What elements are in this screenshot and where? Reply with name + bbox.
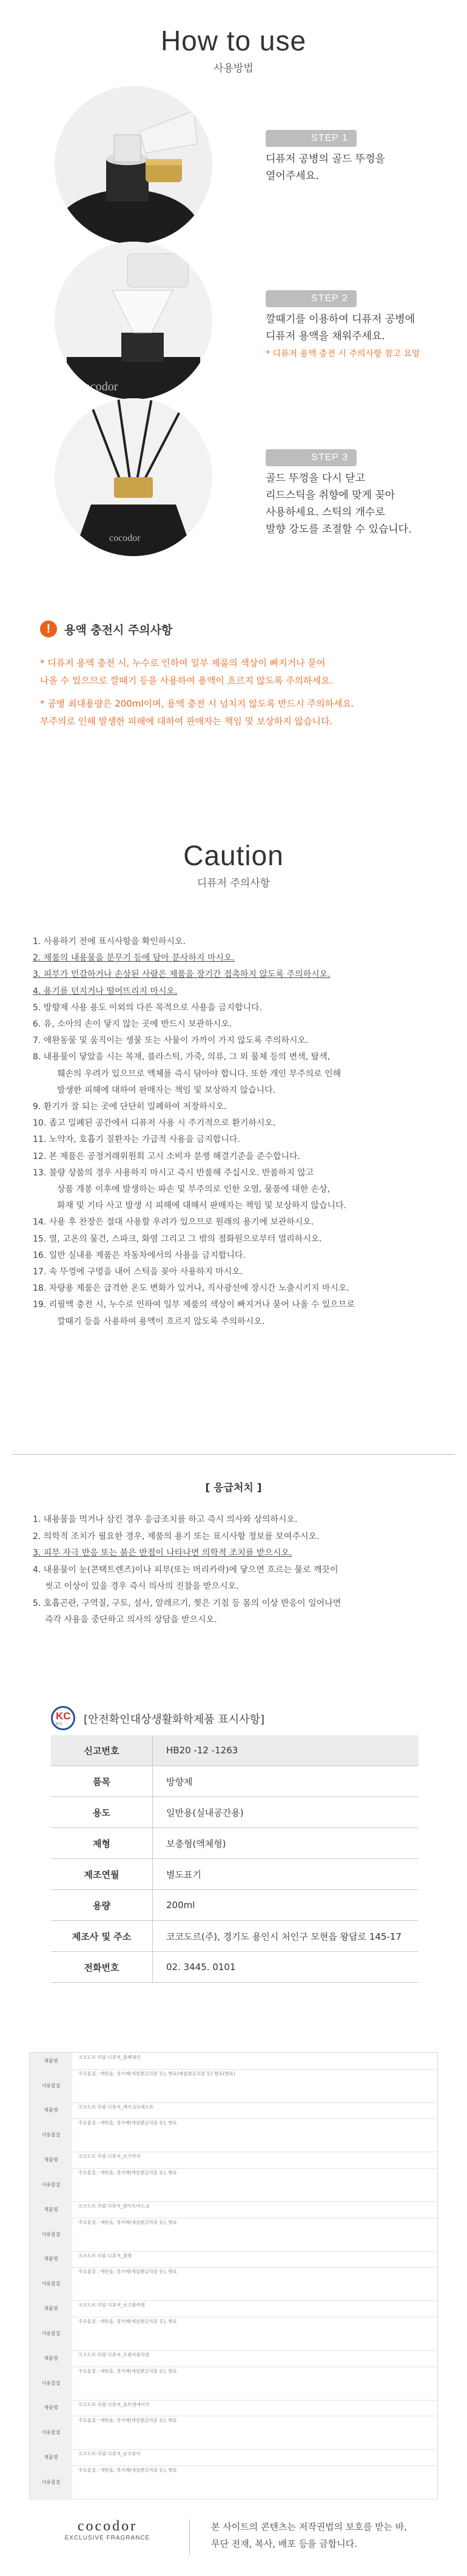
caution-item-cont: 화재 및 기타 사고 발생 시 피해에 대해서 판매자는 책임 및 보상하지 않습니다.: [57, 1201, 347, 1211]
caution-item: 19. 리필액 충전 시, 누수로 인하여 일부 제품의 색상이 빠지거나 묻어 나올 수 있으므로: [33, 1300, 355, 1310]
caution-item-cont: 상품 개봉 이후에 발생하는 파손 및 부주의로 인한 오염, 물품에 대한 손상,: [57, 1184, 331, 1195]
caution-item: 7. 애완동물 및 움직이는 생물 또는 사물이 가까이 가지 않도록 주의하시오.: [33, 1036, 309, 1046]
label-value: 코코도르 리필 디퓨저_로즈마리: [78, 2153, 141, 2160]
label-key: 제품명: [30, 2053, 72, 2069]
first-aid-item: 5. 호흡곤란, 구역질, 구토, 설사, 알레르기, 찢은 기침 등 몸의 이상 반응이 일어나면: [33, 1598, 341, 1608]
label-row: [30, 2102, 437, 2119]
label-row: [30, 2350, 437, 2367]
caution-item-cont: 깔때기 등을 사용하여 용액이 흐르지 않도록 주의하시오.: [57, 1316, 265, 1327]
caution-item: 14. 사용 후 찬장은 절대 사용할 우려가 있으므로 원래의 용기에 보관하시오.: [33, 1217, 314, 1228]
caution-item: 12. 본 제품은 공정거래위원회 고시 소비자 분쟁 해결기준을 준수합니다.: [33, 1151, 300, 1161]
spec-key: 제조연월: [51, 1859, 153, 1890]
caution-item: 11. 노약자, 호흡기 질환자는 가급적 사용을 금지합니다.: [33, 1135, 240, 1145]
label-row: [30, 2218, 437, 2252]
spec-value: 방향제: [153, 1766, 419, 1797]
refill-warning-para2: * 공병 최대용량은 200ml이며, 용액 충전 시 넘치지 않도록 반드시 주의하세요. 부주의로 인해 발생한 피해에 대하여 판매자는 책임 및 보상하지 않습니다.: [40, 698, 354, 727]
caution-subtitle: 디퓨저 주의사항: [197, 877, 270, 889]
caution-title: Caution: [183, 840, 284, 871]
product-label-sheet: [29, 2052, 438, 2500]
label-row: [30, 2069, 437, 2103]
footer-divider: [189, 2520, 190, 2555]
label-row: [30, 2118, 437, 2152]
label-key: 사용물질: [30, 2367, 72, 2400]
label-row: [30, 2449, 437, 2466]
caution-item: 6. 유, 소아의 손이 닿지 않는 곳에 반드시 보관하시오.: [33, 1019, 232, 1030]
refill-warning-title: 용액 충전시 주의사항: [64, 623, 173, 637]
spec-row: [51, 1735, 418, 1766]
label-key: 사용물질: [30, 2317, 72, 2350]
step2-text: 깔때기를 이용하여 디퓨저 공병에 디퓨저 용액을 채워주세요.: [266, 313, 415, 342]
step3-label: STEP 3: [266, 449, 357, 466]
kc-title: [안전확인대상생활화학제품 표시사항]: [84, 1713, 264, 1726]
svg-text:cocodor: cocodor: [79, 380, 118, 393]
caution-item: 2. 제품의 내용물을 분무기 등에 담아 분사하지 마시오.: [33, 953, 235, 963]
spec-row: [51, 1797, 418, 1828]
spec-key: 품목: [51, 1766, 153, 1797]
label-key: 제품명: [30, 2350, 72, 2367]
first-aid-title: [ 응급처치 ]: [205, 1482, 262, 1494]
caution-item: 4. 용기를 던지거나 떨어뜨리지 마시오.: [33, 986, 178, 996]
label-key: 사용물질: [30, 2466, 72, 2499]
label-key: 사용물질: [30, 2168, 72, 2201]
refill-warning-para1: * 디퓨저 용액 충전 시, 누수로 인하여 일부 제품의 색상이 빠지거나 묻어 나올 수 있으므로 깔때기 등을 사용하여 용액이 흐르지 않도록 주의하세요.: [40, 658, 333, 686]
label-key: 제품명: [30, 2201, 72, 2218]
spec-value: 200ml: [153, 1890, 419, 1921]
caution-item: 9. 환기가 잘 되는 곳에 단단히 밀폐하여 저장하시오.: [33, 1102, 227, 1112]
first-aid-item: 3. 피부 자극 반응 또는 붉은 반점이 나타나면 의학적 조치를 받으시오.: [33, 1548, 292, 1558]
caution-item-cont: 훼손의 우려가 있으므로 액체를 즉시 닦아야 합니다. 또한 개인 부주의로 인해: [57, 1069, 341, 1079]
label-row: [30, 2152, 437, 2169]
spec-value: 별도표기: [153, 1859, 419, 1890]
label-value: 코코도르 리필 디퓨저_화이트머스크: [78, 2203, 150, 2209]
label-value: 주요물질 : 에탄올, 정가제(에칠렌글리콜 등), 향료: [78, 2368, 177, 2374]
label-key: 사용물질: [30, 2218, 72, 2251]
caution-item-cont: 발생한 피해에 대하여 판매자는 책임 및 보상하지 않습니다.: [57, 1085, 276, 1095]
label-key: 제품명: [30, 2251, 72, 2268]
divider: [12, 1454, 455, 1455]
caution-item: 18. 차량용 제품은 급격한 온도 변화가 있거나, 직사광선에 장시간 노출시키지 마시오.: [33, 1283, 349, 1294]
label-row: [30, 2400, 437, 2417]
step2-label: STEP 2: [266, 290, 357, 307]
label-key: 제품명: [30, 2400, 72, 2416]
svg-text:cocodor: cocodor: [109, 533, 141, 543]
label-value: 코코도르 리필 디퓨저_블랑: [78, 2252, 132, 2258]
label-value: 주요물질 : 에탄올, 정가제(에칠렌글리콜 등), 향료: [78, 2219, 177, 2225]
label-row: [30, 2267, 437, 2301]
spec-value: 코코도르(주), 경기도 용인시 처인구 모현읍 왕답로 145-17: [153, 1921, 419, 1952]
copyright-notice: 본 사이트의 콘텐츠는 저작권법의 보호를 받는 바, 무단 전재, 복사, 배포 등을 금합니다.: [211, 2521, 408, 2549]
label-row: [30, 2416, 437, 2450]
label-value: 코코도르 리필 디퓨저_블랙체리: [78, 2054, 141, 2060]
spec-row: [51, 1952, 418, 1983]
label-key: 사용물질: [30, 2267, 72, 2300]
how-to-title: How to use: [160, 25, 307, 56]
first-aid-item: 2. 의학적 조치가 필요한 경우, 제품의 용기 또는 표시사항 정보를 보여주시오.: [33, 1531, 320, 1541]
spec-key: 용량: [51, 1890, 153, 1921]
label-row: [30, 2300, 437, 2317]
step2-note: * 디퓨저 용액 충전 시 주의사항 참고 요망: [266, 349, 420, 359]
refill-warning-header: [40, 620, 172, 637]
label-key: 사용물질: [30, 2416, 72, 2449]
spec-key: 용도: [51, 1797, 153, 1828]
step3-photo: [55, 398, 212, 556]
spec-value: 일반용(실내공간용): [153, 1797, 419, 1828]
label-value: 주요물질 : 에탄올, 정가제(에칠렌글리콜 등), 향료(에칠렌글리콜 등) 향료(향료): [78, 2070, 235, 2076]
caution-item: 15. 열, 고온의 물건, 스파크, 화염 그리고 그 밖의 점화원으로부터 멀리하시오.: [33, 1234, 322, 1244]
step1-label: STEP 1: [266, 130, 357, 147]
label-key: 사용물질: [30, 2118, 72, 2152]
warning-icon: !: [40, 620, 57, 637]
label-value: 주요물질 : 에탄올, 정가제(에칠렌글리콜 등), 향료: [78, 2169, 177, 2175]
caution-item: 13. 불량 상품의 경우 사용하지 마시고 즉시 반품해 주십시오. 반품하지 않고: [33, 1167, 314, 1178]
label-row: [30, 2201, 437, 2218]
label-key: 제품명: [30, 2300, 72, 2317]
caution-item: 1. 사용하기 전에 표시사항을 확인하시오.: [33, 937, 186, 946]
first-aid-item-cont: 씻고 이상이 있을 경우 즉시 의사의 진찰을 받으시오.: [45, 1582, 239, 1591]
label-value: 코코도르 리필 디퓨저_오렌지블라썸: [78, 2352, 150, 2357]
label-row: [30, 2466, 437, 2500]
spec-row: [51, 1890, 418, 1921]
first-aid-list: [33, 1512, 457, 1629]
step1-photo: [55, 86, 212, 244]
label-key: 제품명: [30, 2449, 72, 2466]
first-aid-item: 1. 내용물을 먹거나 삼킨 경우 응급조치를 하고 즉시 의사와 상의하시오.: [33, 1515, 298, 1524]
label-row: [30, 2317, 437, 2351]
label-row: [30, 2251, 437, 2268]
brand-logo: cocodor EXCLUSIVE FRAGRANCE: [64, 2518, 150, 2541]
spec-key: 제조사 및 주소: [51, 1921, 153, 1952]
spec-key: 전화번호: [51, 1952, 153, 1983]
caution-item: 17. 속 뚜껑에 구멍을 내어 스틱을 꽂아 사용하지 마시오.: [33, 1267, 243, 1277]
label-row: [30, 2168, 437, 2202]
label-key: 제품명: [30, 2102, 72, 2119]
spec-row: [51, 1859, 418, 1890]
how-to-subtitle: 사용방법: [213, 63, 254, 75]
label-value: 주요물질 : 에탄올, 정가제(에칠렌글리콜 등), 향료: [78, 2467, 177, 2473]
step1-text: 디퓨저 공병의 골드 뚜껑을 열어주세요.: [266, 153, 385, 182]
caution-list: [33, 934, 457, 1330]
spec-key: 신고번호: [51, 1735, 153, 1766]
caution-item: 3. 피부가 민감하거나 손상된 사람은 제품을 장기간 접촉하지 않도록 주의하시오.: [33, 970, 331, 980]
step2-photo: [55, 242, 212, 399]
spec-value: 보충형(액체형): [153, 1828, 419, 1859]
spec-row: [51, 1921, 418, 1952]
spec-value: HB20 -12 -1263: [153, 1735, 419, 1766]
label-value: 코코도르 리필 디퓨저_로즈블라썸: [78, 2302, 145, 2308]
kc-spec-table: [51, 1735, 418, 1983]
caution-item: 10. 좁고 밀폐된 공간에서 디퓨저 사용 시 주기적으로 환기하시오.: [33, 1118, 276, 1129]
label-value: 코코도르 리필 디퓨저_레이크포레스트: [78, 2104, 154, 2110]
caution-item: 5. 방향제 사용 용도 이외의 다른 목적으로 사용을 금지합니다.: [33, 1002, 262, 1013]
label-row: [30, 2367, 437, 2401]
label-key: 사용물질: [30, 2069, 72, 2102]
first-aid-item-cont: 즉각 사용을 중단하고 의사의 상담을 받으시오.: [45, 1615, 217, 1625]
spec-row: [51, 1828, 418, 1859]
label-value: 주요물질 : 에탄올, 정가제(에칠렌글리콜 등), 향료: [78, 2318, 177, 2324]
label-value: 주요물질 : 에탄올, 정가제(에칠렌글리콜 등), 향료: [78, 2269, 177, 2275]
spec-row: [51, 1766, 418, 1797]
label-value: 주요물질 : 에탄올, 정가제(에칠렌글리콜 등), 향료: [78, 2418, 177, 2424]
kc-mark-icon: KC 확인: [51, 1706, 75, 1730]
spec-key: 제형: [51, 1828, 153, 1859]
caution-item: 16. 일반 실내용 제품은 자동차에서의 사용을 금지합니다.: [33, 1250, 246, 1260]
label-row: [30, 2053, 437, 2070]
label-value: 주요물질 : 에탄올, 정가제(에칠렌글리콜 등), 향료: [78, 2120, 177, 2126]
spec-value: 02. 3445. 0101: [153, 1952, 419, 1983]
step3-text: 골드 뚜껑을 다시 닫고 리드스틱을 취향에 맞게 꽂아 사용하세요. 스틱의 개수로 발향 강도를 조절할 수 있습니다.: [266, 472, 412, 535]
label-value: 코코도르 리필 디퓨저_순수퓨어: [78, 2451, 141, 2457]
label-key: 제품명: [30, 2152, 72, 2168]
label-value: 코코도르 리필 디퓨저_솔트앤세이지: [78, 2401, 150, 2407]
caution-item: 8. 내용물이 닿았을 시는 목재, 플라스틱, 가죽, 의류, 그 외 물체 등의 변색, 탈색,: [33, 1052, 331, 1062]
first-aid-item: 4. 내용물이 눈(콘택트렌즈)이나 피부(또는 머리카락)에 닿으면 흐르는 물로 깨끗이: [33, 1565, 338, 1575]
